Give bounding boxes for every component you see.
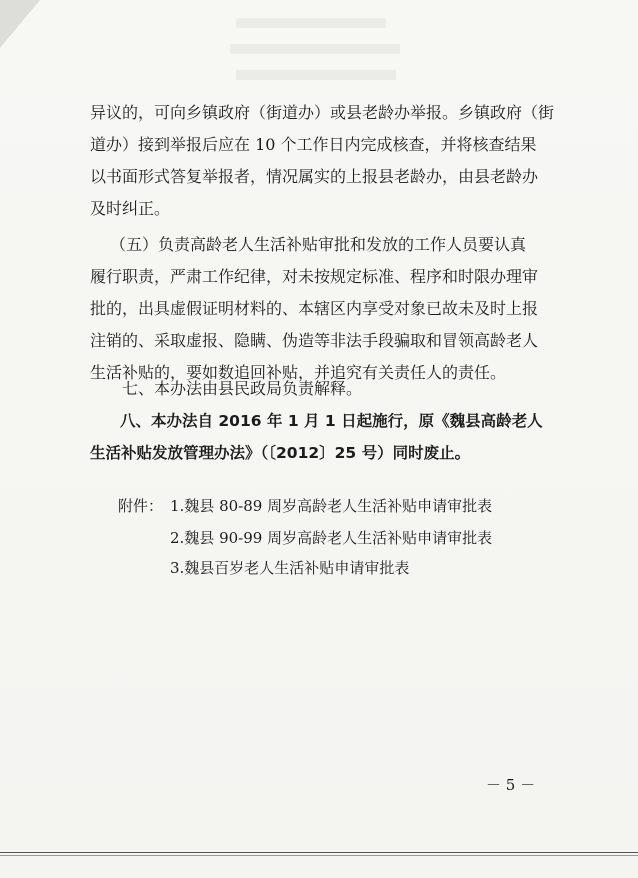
page-corner-fold [0,0,40,48]
body-line: 异议的，可向乡镇政府（街道办）或县老龄办举报。乡镇政府（街 [90,103,555,122]
article-seven: 七、本办法由县民政局负责解释。 [122,379,363,398]
body-line: 批的，出具虚假证明材料的、本辖区内享受对象已故未及时上报 [90,299,539,318]
body-line: 生活补贴的，要如数追回补贴，并追究有关责任人的责任。 [90,363,507,382]
bottom-scan-rule [0,852,638,853]
bottom-scan-rule-secondary [0,855,638,856]
body-line: 履行职责，严肃工作纪律，对未按规定标准、程序和时限办理审 [90,267,539,286]
body-line: 以书面形式答复举报者，情况属实的上报县老龄办，由县老龄办 [90,167,539,186]
bleed-through-mark [236,18,386,28]
article-eight-cont: 生活补贴发放管理办法》（〔2012〕25 号）同时废止。 [90,444,471,462]
body-line: 及时纠正。 [90,199,171,218]
article-eight: 八、本办法自 2016 年 1 月 1 日起施行，原《魏县高龄老人 [120,412,543,430]
attachment-item-2: 2.魏县 90-99 周岁高龄老人生活补贴申请审批表 [170,529,493,547]
body-line: 道办）接到举报后应在 10 个工作日内完成核查，并将核查结果 [90,135,537,154]
attachment-item-1: 1.魏县 80-89 周岁高龄老人生活补贴申请审批表 [170,497,493,515]
bleed-through-mark [236,70,396,80]
body-line: （五）负责高龄老人生活补贴审批和发放的工作人员要认真 [110,235,527,254]
attachments-label: 附件： [118,497,164,515]
body-line: 注销的、采取虚报、隐瞒、伪造等非法手段骗取和冒领高龄老人 [90,331,539,350]
attachment-item-3: 3.魏县百岁老人生活补贴申请审批表 [170,559,410,577]
page-number: － 5 － [486,776,536,794]
bleed-through-mark [230,44,400,54]
